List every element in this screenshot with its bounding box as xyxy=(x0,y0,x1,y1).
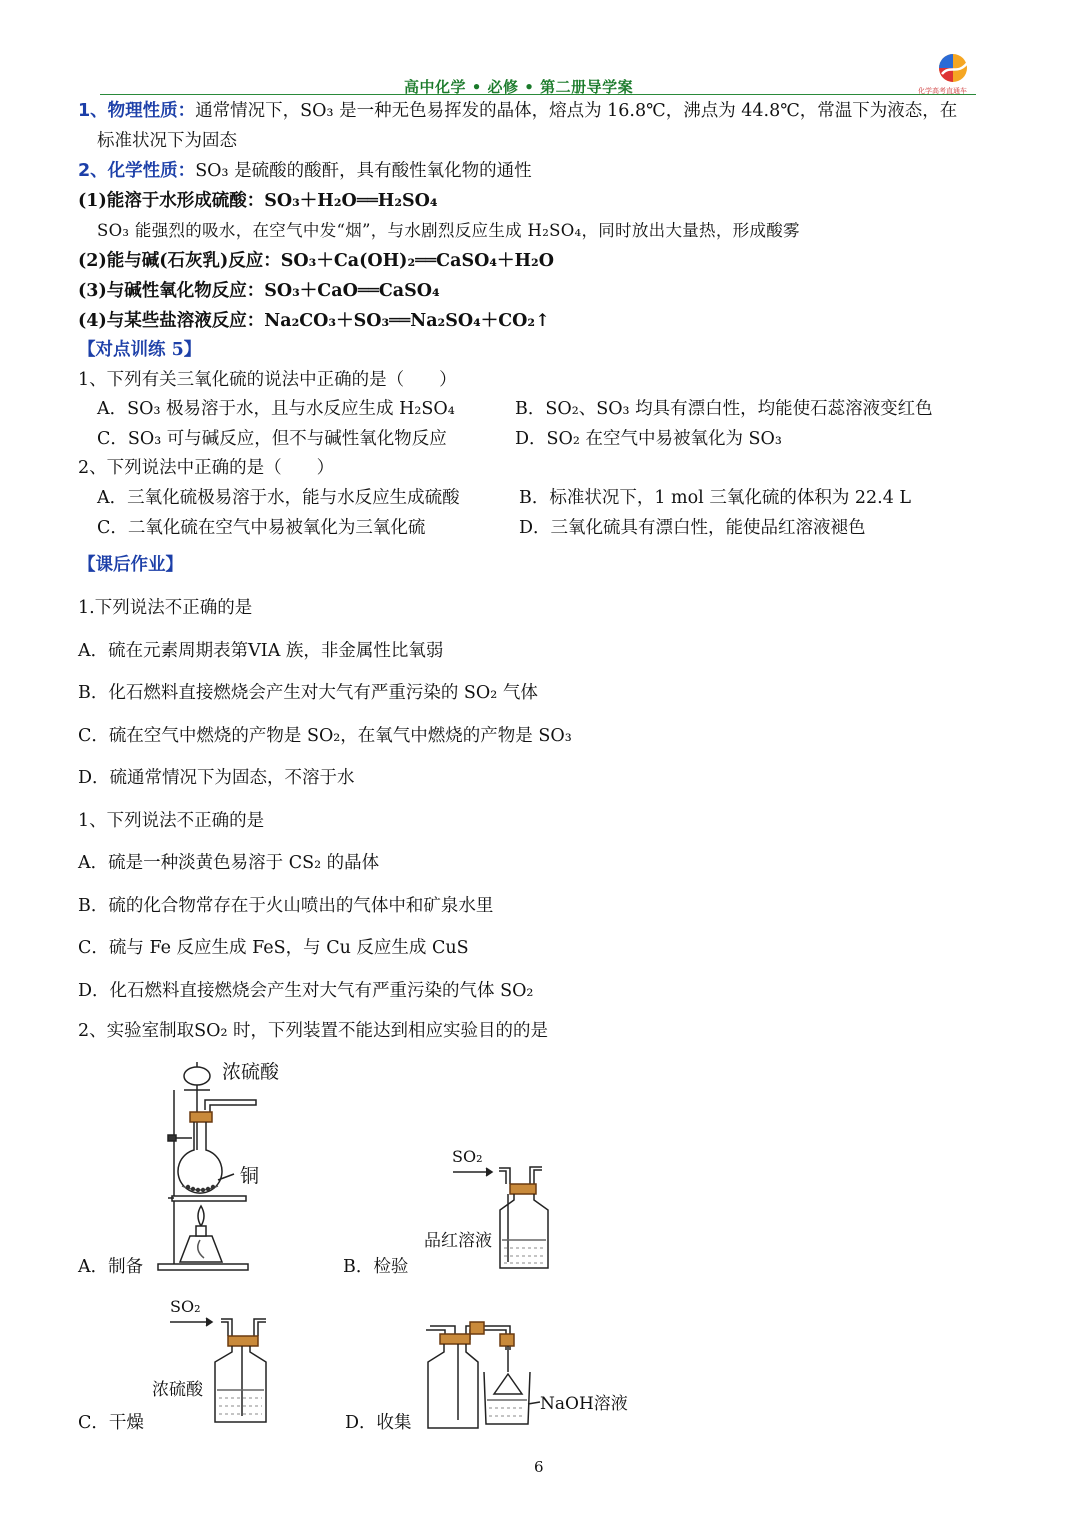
homework-question-3: 2、实验室制取SO₂ 时，下列装置不能达到相应实验目的的是 xyxy=(78,1021,549,1041)
physical-properties-text-cont: 标准状况下为固态 xyxy=(97,131,237,151)
homework-q1-option-c: C．硫在空气中燃烧的产物是 SO₂，在氧气中燃烧的产物是 SO₃ xyxy=(78,726,572,746)
chemical-properties-text: SO₃ 是硫酸的酸酐，具有酸性氧化物的通性 xyxy=(195,161,532,181)
training-q2-option-a: A．三氧化硫极易溶于水，能与水反应生成硫酸 xyxy=(97,488,460,508)
label-conc-sulfuric-acid-c: 浓硫酸 xyxy=(152,1380,203,1400)
label-so2-c: SO₂ xyxy=(170,1297,201,1316)
homework-q2-option-b: B．硫的化合物常存在于火山喷出的气体中和矿泉水里 xyxy=(78,896,494,916)
homework-q1-option-a: A．硫在元素周期表第VIA 族，非金属性比氧弱 xyxy=(78,641,444,661)
physical-properties-line xyxy=(78,99,957,123)
training-heading: 【对点训练 5】 xyxy=(78,340,202,360)
reaction-2-equation: SO₃＋Ca(OH)₂══CaSO₄＋H₂O xyxy=(280,251,554,271)
training-q1-option-b: B．SO₂、SO₃ 均具有漂白性，均能使石蕊溶液变红色 xyxy=(515,399,933,419)
logo-caption: 化学高考直通车 xyxy=(918,87,967,95)
homework-q1-option-d: D．硫通常情况下为固态，不溶于水 xyxy=(78,768,355,788)
header-divider xyxy=(100,94,976,95)
apparatus-b-test-bottle xyxy=(453,1167,548,1268)
page-number: 6 xyxy=(534,1458,544,1476)
apparatus-d-collection xyxy=(426,1322,540,1428)
training-q2-option-b: B．标准状况下，1 mol 三氧化硫的体积为 22.4 L xyxy=(519,488,912,508)
option-a-label: A．制备 xyxy=(78,1257,144,1277)
training-q1-option-a: A．SO₃ 极易溶于水，且与水反应生成 H₂SO₄ xyxy=(97,399,455,419)
label-so2-b: SO₂ xyxy=(452,1147,483,1166)
homework-q2-option-a: A．硫是一种淡黄色易溶于 CS₂ 的晶体 xyxy=(78,853,380,873)
training-q1-option-d: D．SO₂ 在空气中易被氧化为 SO₃ xyxy=(515,429,782,449)
chemical-properties-line xyxy=(78,159,532,183)
training-q2-option-c: C．二氧化硫在空气中易被氧化为三氧化硫 xyxy=(97,518,426,538)
option-d-label: D．收集 xyxy=(345,1413,412,1433)
training-q2-option-d: D．三氧化硫具有漂白性，能使品红溶液褪色 xyxy=(519,518,866,538)
option-c-label: C．干燥 xyxy=(78,1413,144,1433)
publisher-logo-icon xyxy=(928,50,978,90)
training-question-2: 2、下列说法中正确的是（ ） xyxy=(78,458,335,478)
apparatus-figure xyxy=(0,1040,1080,1440)
reaction-1-note: SO₃ 能强烈的吸水，在空气中发“烟”，与水剧烈反应生成 H₂SO₄，同时放出大量热，形成酸雾 xyxy=(97,221,800,240)
label-copper: 铜 xyxy=(240,1165,260,1187)
reaction-4-label: (4)与某些盐溶液反应： xyxy=(78,311,265,331)
homework-q1-option-b: B．化石燃料直接燃烧会产生对大气有严重污染的 SO₂ 气体 xyxy=(78,683,538,703)
header-title: 高中化学 • 必修 • 第二册导学案 xyxy=(404,78,634,96)
apparatus-c-drying-bottle xyxy=(170,1318,266,1422)
reaction-4-equation: Na₂CO₃＋SO₃══Na₂SO₄＋CO₂↑ xyxy=(264,311,550,331)
reaction-3 xyxy=(78,279,440,303)
reaction-1-equation: SO₃＋H₂O══H₂SO₄ xyxy=(264,191,438,211)
reaction-3-equation: SO₃＋CaO══CaSO₄ xyxy=(264,281,440,301)
label-magenta-solution: 品红溶液 xyxy=(424,1231,492,1251)
homework-question-1: 1.下列说法不正确的是 xyxy=(78,598,253,618)
option-b-label: B．检验 xyxy=(343,1257,409,1277)
homework-q2-option-c: C．硫与 Fe 反应生成 FeS，与 Cu 反应生成 CuS xyxy=(78,938,469,958)
chemical-properties-label: 2、化学性质： xyxy=(78,161,196,181)
reaction-1 xyxy=(78,189,438,213)
training-q1-option-c: C．SO₃ 可与碱反应，但不与碱性氧化物反应 xyxy=(97,429,447,449)
training-question-1: 1、下列有关三氧化硫的说法中正确的是（ ） xyxy=(78,370,457,390)
homework-q2-option-d: D．化石燃料直接燃烧会产生对大气有严重污染的气体 SO₂ xyxy=(78,981,534,1001)
reaction-2-label: (2)能与碱(石灰乳)反应： xyxy=(78,251,281,271)
homework-heading: 【课后作业】 xyxy=(78,555,183,575)
label-naoh-solution: NaOH溶液 xyxy=(540,1394,628,1414)
reaction-3-label: (3)与碱性氧化物反应： xyxy=(78,281,265,301)
homework-question-2: 1、下列说法不正确的是 xyxy=(78,811,265,831)
label-conc-sulfuric-acid-a: 浓硫酸 xyxy=(222,1061,280,1083)
physical-properties-text: 通常情况下，SO₃ 是一种无色易挥发的晶体，熔点为 16.8℃，沸点为 44.8℃，常温下为液态，在 xyxy=(195,101,958,121)
physical-properties-label: 1、物理性质： xyxy=(78,101,196,121)
reaction-1-label: (1)能溶于水形成硫酸： xyxy=(78,191,265,211)
reaction-2 xyxy=(78,249,554,273)
reaction-4 xyxy=(78,309,550,333)
